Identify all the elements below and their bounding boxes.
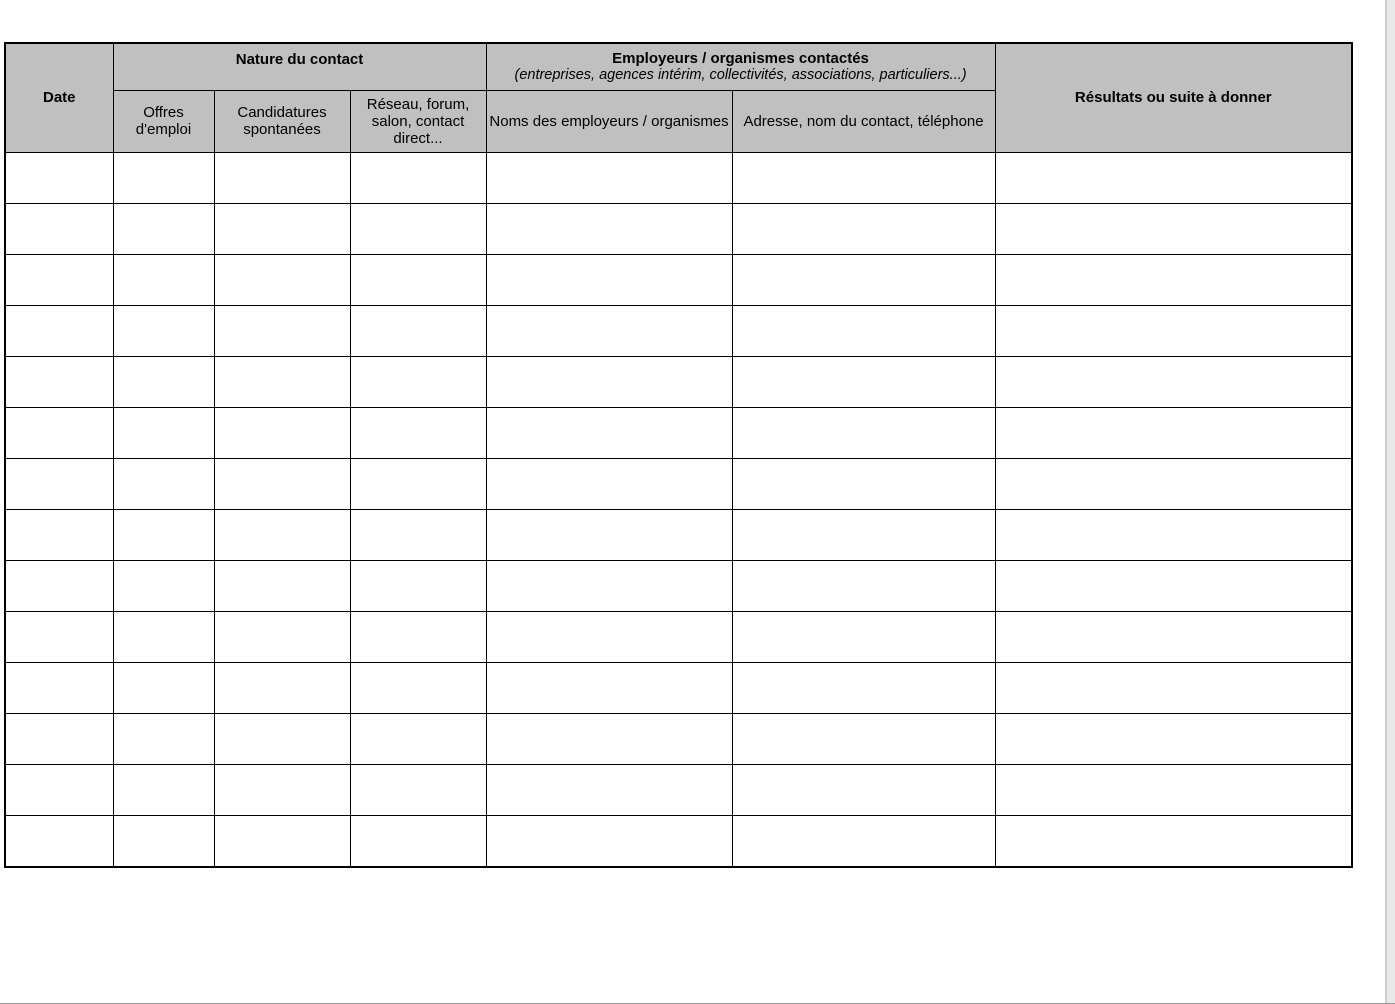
table-cell [113, 815, 214, 867]
table-cell [486, 815, 732, 867]
table-cell [113, 764, 214, 815]
table-cell [732, 458, 995, 509]
table-cell [350, 662, 486, 713]
table-cell [995, 407, 1352, 458]
table-cell [486, 305, 732, 356]
table-cell [5, 458, 113, 509]
table-cell [486, 713, 732, 764]
table-cell [995, 662, 1352, 713]
table-cell [5, 305, 113, 356]
header-job-offers: Offres d'emploi [113, 90, 214, 152]
table-cell [995, 152, 1352, 203]
table-body [5, 152, 1352, 867]
table-cell [350, 560, 486, 611]
table-cell [995, 713, 1352, 764]
table-cell [5, 152, 113, 203]
table-row [5, 815, 1352, 867]
table-cell [732, 662, 995, 713]
page-right-edge [1385, 0, 1395, 1004]
header-date: Date [5, 43, 113, 152]
table-cell [214, 305, 350, 356]
header-results: Résultats ou suite à donner [995, 43, 1352, 152]
table-cell [214, 509, 350, 560]
table-row [5, 662, 1352, 713]
table-cell [5, 764, 113, 815]
table-cell [113, 356, 214, 407]
table-cell [486, 458, 732, 509]
table-cell [995, 764, 1352, 815]
table-cell [732, 815, 995, 867]
table-row [5, 254, 1352, 305]
table-cell [732, 764, 995, 815]
table-row [5, 356, 1352, 407]
table-cell [5, 509, 113, 560]
table-cell [995, 815, 1352, 867]
table-cell [995, 254, 1352, 305]
table-cell [995, 203, 1352, 254]
table-cell [113, 203, 214, 254]
table-row [5, 152, 1352, 203]
employers-group-title: Employeurs / organismes contactés [612, 50, 869, 67]
header-nature-group: Nature du contact [113, 43, 486, 90]
table-cell [486, 560, 732, 611]
table-cell [113, 254, 214, 305]
table-cell [113, 458, 214, 509]
table-row [5, 509, 1352, 560]
table-cell [5, 713, 113, 764]
table-cell [5, 203, 113, 254]
table-cell [350, 509, 486, 560]
table-row [5, 407, 1352, 458]
table-cell [732, 203, 995, 254]
table-cell [995, 509, 1352, 560]
job-search-log-table [4, 42, 1353, 868]
header-employer-names: Noms des employeurs / organismes [486, 90, 732, 152]
table-cell [350, 356, 486, 407]
table-cell [995, 356, 1352, 407]
table-cell [732, 509, 995, 560]
table-cell [732, 152, 995, 203]
table-cell [5, 560, 113, 611]
table-cell [732, 356, 995, 407]
table-cell [214, 356, 350, 407]
table-cell [486, 611, 732, 662]
table-cell [214, 407, 350, 458]
table-cell [214, 152, 350, 203]
table-cell [113, 611, 214, 662]
table-cell [113, 509, 214, 560]
header-employers-group [486, 43, 995, 90]
table-cell [486, 407, 732, 458]
table-cell [350, 764, 486, 815]
table-row [5, 611, 1352, 662]
table-cell [214, 815, 350, 867]
table-cell [486, 764, 732, 815]
table-cell [350, 254, 486, 305]
table-cell [214, 611, 350, 662]
table-cell [5, 254, 113, 305]
table-cell [113, 560, 214, 611]
table-cell [732, 254, 995, 305]
table-cell [5, 662, 113, 713]
table-cell [995, 611, 1352, 662]
table-cell [350, 713, 486, 764]
table-row [5, 764, 1352, 815]
table-cell [486, 152, 732, 203]
table-cell [486, 509, 732, 560]
table-row [5, 458, 1352, 509]
table-cell [5, 407, 113, 458]
table-cell [732, 305, 995, 356]
table-cell [113, 713, 214, 764]
table-cell [486, 254, 732, 305]
table-cell [214, 458, 350, 509]
table-cell [732, 611, 995, 662]
table-cell [214, 662, 350, 713]
table-cell [214, 560, 350, 611]
table-cell [995, 305, 1352, 356]
table-cell [214, 203, 350, 254]
table-cell [350, 152, 486, 203]
header-spontaneous-applications: Candidatures spontanées [214, 90, 350, 152]
table-cell [350, 458, 486, 509]
table-cell [486, 203, 732, 254]
table-cell [214, 713, 350, 764]
table-cell [732, 713, 995, 764]
table-cell [486, 662, 732, 713]
table-cell [350, 815, 486, 867]
table-cell [113, 152, 214, 203]
table-cell [113, 662, 214, 713]
table-cell [995, 458, 1352, 509]
table-cell [5, 356, 113, 407]
table-cell [5, 611, 113, 662]
table-cell [214, 254, 350, 305]
table-row [5, 203, 1352, 254]
header-address-contact: Adresse, nom du contact, téléphone [732, 90, 995, 152]
table-cell [113, 305, 214, 356]
table-cell [732, 407, 995, 458]
table-row [5, 305, 1352, 356]
table-row [5, 713, 1352, 764]
table-cell [350, 305, 486, 356]
table-cell [214, 764, 350, 815]
header-network-contact: Réseau, forum, salon, contact direct... [350, 90, 486, 152]
table-cell [113, 407, 214, 458]
employers-group-subtitle: (entreprises, agences intérim, collectivités, associations, particuliers...) [514, 67, 967, 83]
table-cell [5, 815, 113, 867]
table-cell [995, 560, 1352, 611]
table-cell [350, 203, 486, 254]
table-cell [350, 611, 486, 662]
table-row [5, 560, 1352, 611]
table-cell [486, 356, 732, 407]
table-cell [350, 407, 486, 458]
table-cell [732, 560, 995, 611]
